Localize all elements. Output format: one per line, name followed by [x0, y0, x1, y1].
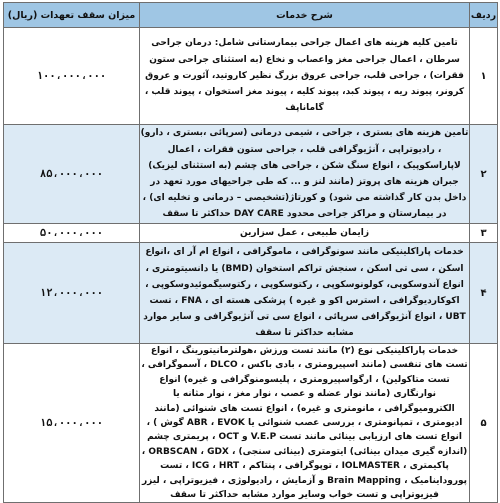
table-row	[4, 28, 498, 125]
header-ceiling: میزان سقف تعهدات (ریال)	[4, 3, 140, 28]
row-ceiling: ۸۵،۰۰۰،۰۰۰	[4, 125, 140, 224]
row-description: خدمات پاراکلینیکی نوع (۲) مانند تست ورزش ،هولترمانیتورینگ ، انواع تست های تنفسی (مانند اسپیرومتری ، بادی باکس ، DLCO ، آسموگرافی ، تست متاکولین) ، ارگواسپیرومتری ، پلیسومنوگرافی و غیره) انواع نوارنگاری (مانند نوار عضله و عصب ، نوار مغز ، نوار مثانه یا الکترومیوگرافی ، مانومتری و غیره) ، انواع تست های شنوائی (مانند ادیومتری ، تمپانومتری ، بررسی عصب شنوائی یا ABR ، EVOK گوش ) ، انواع تست های ارزیابی بینائی مانند تست V.E.P و OCT ، پریمتری چشم (اندازه گیری میدان بینائی) ایتومتری (بینائی سنجی) ، ORBSCAN ، GDX ، پاکیمتری ، IOLMASTER ، توپوگرافی ، پنتاکم ، ICG ، HRT ، تست پوروداینامیک ، Brain Mapping و آزمایش ، رادیولوژی ، فیزیوتراپی ، لیزر فیزیوتراپی و تست خواب وسایر موارد مشابه حداکثر تا سقف	[140, 344, 470, 503]
row-ceiling: ۱۲،۰۰۰،۰۰۰	[4, 243, 140, 344]
row-description: تامین هزینه های بستری ، جراحی ، شیمی درمانی (سرپائی ،بستری ، دارو) ، رادیوتراپی ، آنژیوگرافی قلب ، جراحی ستون فقرات ، اعمال لاپاراسکوپیک ، انواع سنگ شکن ، جراحی های چشم (به استثنای لیزیک) جبران هزینه های پروتز (مانند لنز و ... که طی جراحیهای مورد تعهد در داخل بدن کار گذاشته می شود) و کورتاژ(تشخیصی – درمانی و تخلیه ای) ، در بیمارستان و مراکز جراحی محدود DAY CARE حداکثر تا سقف	[140, 125, 470, 224]
row-index: ۳	[470, 224, 498, 243]
row-index: ۴	[470, 243, 498, 344]
header-index: ردیف	[470, 3, 498, 28]
table-row	[4, 224, 498, 243]
row-index: ۲	[470, 125, 498, 224]
row-ceiling: ۵۰،۰۰۰،۰۰۰	[4, 224, 140, 243]
row-index: ۱	[470, 28, 498, 125]
table-row	[4, 344, 498, 503]
row-description: تامین کلیه هزینه های اعمال جراحی بیمارستانی شامل: درمان جراحی سرطان ، اعمال جراحی مغز واعصاب و نخاع (به استثنای جراحی ستون فقرات) ، جراحی قلب، جراحی عروق بزرگ نظیر کاروتید، آئورت و عروق کرونر، پیوند ریه ، پیوند کبد، پیوند کلیه ، پیوند مغز استخوان ، پیوند قلب ، گاماناپف	[140, 28, 470, 125]
row-ceiling: ۱۵،۰۰۰،۰۰۰	[4, 344, 140, 503]
table-row	[4, 243, 498, 344]
header-description: شرح خدمات	[140, 3, 470, 28]
row-ceiling: ۱۰۰،۰۰۰،۰۰۰	[4, 28, 140, 125]
table-header-row	[4, 3, 498, 28]
table-row	[4, 125, 498, 224]
row-description: خدمات پاراکلینیکی مانند سونوگرافی ، ماموگرافی ، انواع ام آر ای ،انواع اسکن ، سی تی اسکن ، سنجش تراکم استخوان (BMD) یا دانسیتومتری ، انواع آندوسکوپی، کولونوسکوپی ، رکتوسکوپی ، رکتوسیگموئیدوسکوپی ، اکوکاردیوگرافی ، استرس اکو و غیره ) پزشکی هسته ای ، FNA ، تست UBT ، انواع آنژیوگرافی سرپائی ، انواع سی تی آنژیوگرافی و سایر موارد مشابه حداکثر تا سقف	[140, 243, 470, 344]
insurance-coverage-table	[3, 2, 498, 503]
row-index: ۵	[470, 344, 498, 503]
row-description: زایمان طبیعی ، عمل سزارین	[140, 224, 470, 243]
